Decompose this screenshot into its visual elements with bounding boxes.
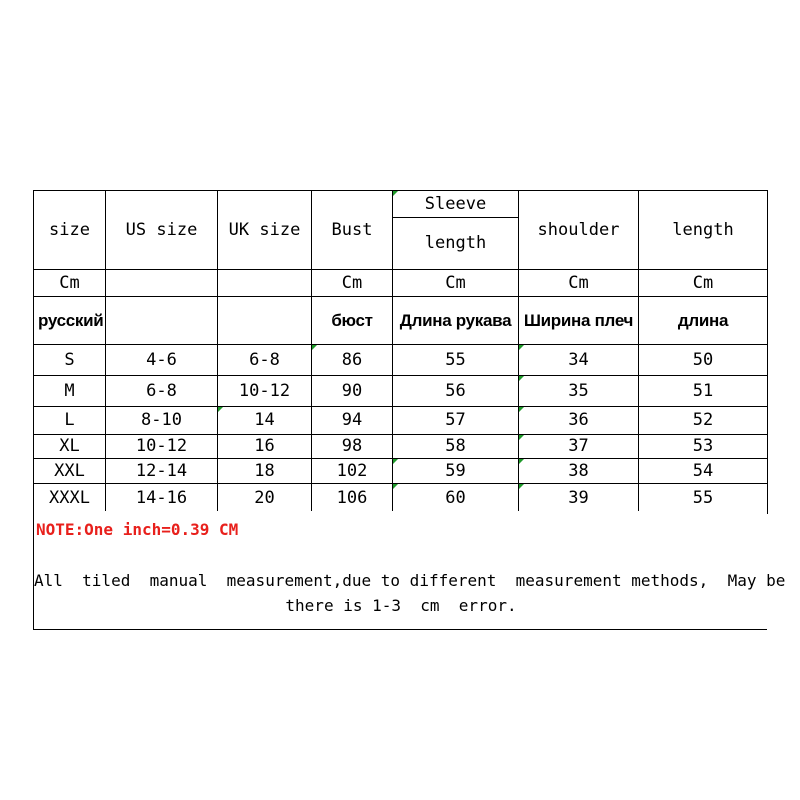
table-row [34, 435, 768, 459]
uk-size-cell: 18 [218, 459, 312, 484]
size-table [33, 190, 768, 514]
russian-length-label: длина [639, 297, 768, 345]
bust-cell: 94 [312, 407, 393, 435]
header-us-size: US size [106, 191, 218, 270]
sleeve-cell: 58 [393, 435, 519, 459]
length-cell: 53 [639, 435, 768, 459]
shoulder-cell: 36 [519, 407, 639, 435]
unit-cell [106, 270, 218, 297]
header-length: length [639, 191, 768, 270]
header-size: size [34, 191, 106, 270]
units-row [34, 270, 768, 297]
bust-cell: 102 [312, 459, 393, 484]
us-size-cell: 12-14 [106, 459, 218, 484]
length-cell: 55 [639, 484, 768, 514]
shoulder-cell: 38 [519, 459, 639, 484]
disclaimer-row [33, 550, 786, 630]
length-cell: 54 [639, 459, 768, 484]
sleeve-cell: 59 [393, 459, 519, 484]
table-row [34, 484, 768, 514]
table-row [34, 459, 768, 484]
us-size-cell: 14-16 [106, 484, 218, 514]
uk-size-cell: 14 [218, 407, 312, 435]
table-row [34, 407, 768, 435]
shoulder-cell: 34 [519, 345, 639, 376]
uk-size-cell: 20 [218, 484, 312, 514]
us-size-cell: 4-6 [106, 345, 218, 376]
header-shoulder: shoulder [519, 191, 639, 270]
russian-sleeve-label: Длина рукава [393, 297, 519, 345]
length-cell: 51 [639, 376, 768, 407]
disclaimer-line-1: All tiled manual measurement,due to different measurement methods, May be [34, 571, 786, 590]
length-cell: 50 [639, 345, 768, 376]
sleeve-cell: 56 [393, 376, 519, 407]
russian-row [34, 297, 768, 345]
size-cell: XL [34, 435, 106, 459]
note-row [33, 511, 767, 551]
disclaimer-line-2: there is 1-3 cm error. [285, 596, 517, 615]
shoulder-cell: 37 [519, 435, 639, 459]
us-size-cell: 6-8 [106, 376, 218, 407]
unit-cell: Cm [519, 270, 639, 297]
size-cell: XXXL [34, 484, 106, 514]
us-size-cell: 10-12 [106, 435, 218, 459]
unit-cell: Cm [34, 270, 106, 297]
uk-size-cell: 6-8 [218, 345, 312, 376]
sleeve-cell: 55 [393, 345, 519, 376]
shoulder-cell: 35 [519, 376, 639, 407]
russian-cell [218, 297, 312, 345]
size-chart [33, 190, 786, 631]
header-sleeve-length: length [393, 218, 519, 270]
note-text: NOTE:One inch=0.39 CM [36, 520, 239, 539]
russian-size-label: русский [34, 297, 106, 345]
bust-cell: 86 [312, 345, 393, 376]
uk-size-cell: 10-12 [218, 376, 312, 407]
size-cell: L [34, 407, 106, 435]
unit-cell: Cm [312, 270, 393, 297]
header-bust: Bust [312, 191, 393, 270]
header-uk-size: UK size [218, 191, 312, 270]
sleeve-cell: 57 [393, 407, 519, 435]
unit-cell: Cm [639, 270, 768, 297]
bust-cell: 90 [312, 376, 393, 407]
table-row [34, 376, 768, 407]
header-row-top [34, 191, 768, 218]
russian-bust-label: бюст [312, 297, 393, 345]
sleeve-cell: 60 [393, 484, 519, 514]
bust-cell: 98 [312, 435, 393, 459]
size-cell: M [34, 376, 106, 407]
uk-size-cell: 16 [218, 435, 312, 459]
russian-shoulder-label: Ширина плеч [519, 297, 639, 345]
header-sleeve: Sleeve [393, 191, 519, 218]
size-cell: S [34, 345, 106, 376]
unit-cell: Cm [393, 270, 519, 297]
size-cell: XXL [34, 459, 106, 484]
bust-cell: 106 [312, 484, 393, 514]
table-row [34, 345, 768, 376]
shoulder-cell: 39 [519, 484, 639, 514]
us-size-cell: 8-10 [106, 407, 218, 435]
russian-cell [106, 297, 218, 345]
length-cell: 52 [639, 407, 768, 435]
unit-cell [218, 270, 312, 297]
